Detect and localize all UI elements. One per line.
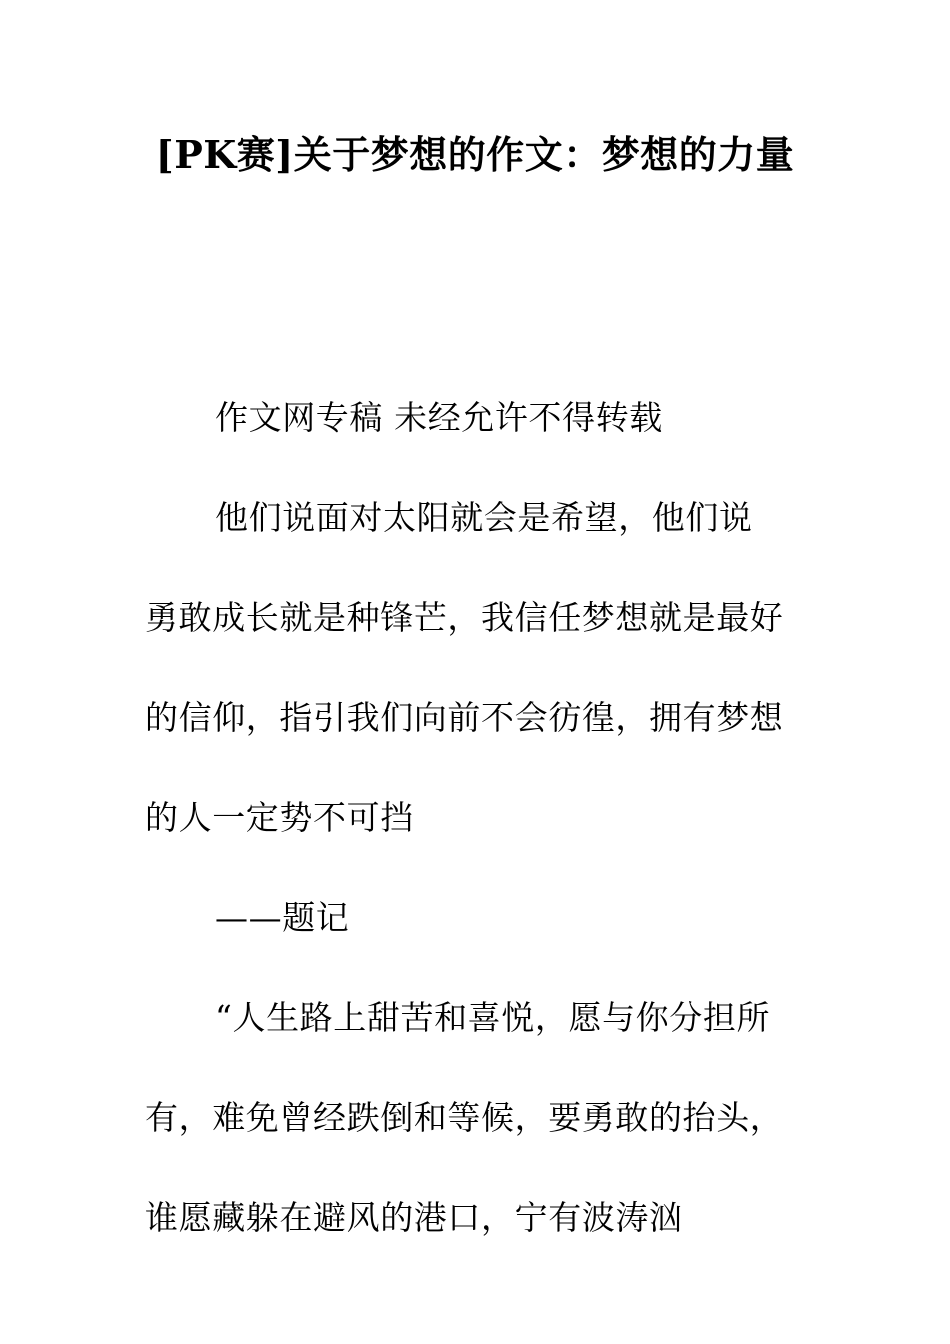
document-body (145, 368, 785, 1268)
epigraph-attribution: ——题记 (215, 898, 350, 937)
source-note: 作文网专稿 未经允许不得转载 (215, 398, 663, 437)
lyrics-paragraph: “人生路上甜苦和喜悦，愿与你分担所有，难免曾经跌倒和等候，要勇敢的抬头，谁愿藏躲在避风的港口，宁有波涛汹 (145, 998, 784, 1237)
document-title: [PK赛]关于梦想的作文：梦想的力量 (155, 132, 795, 177)
epigraph-paragraph: 他们说面对太阳就会是希望，他们说勇敢成长就是种锋芒，我信任梦想就是最好的信仰，指引我们向前不会彷徨，拥有梦想的人一定势不可挡 (145, 498, 784, 837)
